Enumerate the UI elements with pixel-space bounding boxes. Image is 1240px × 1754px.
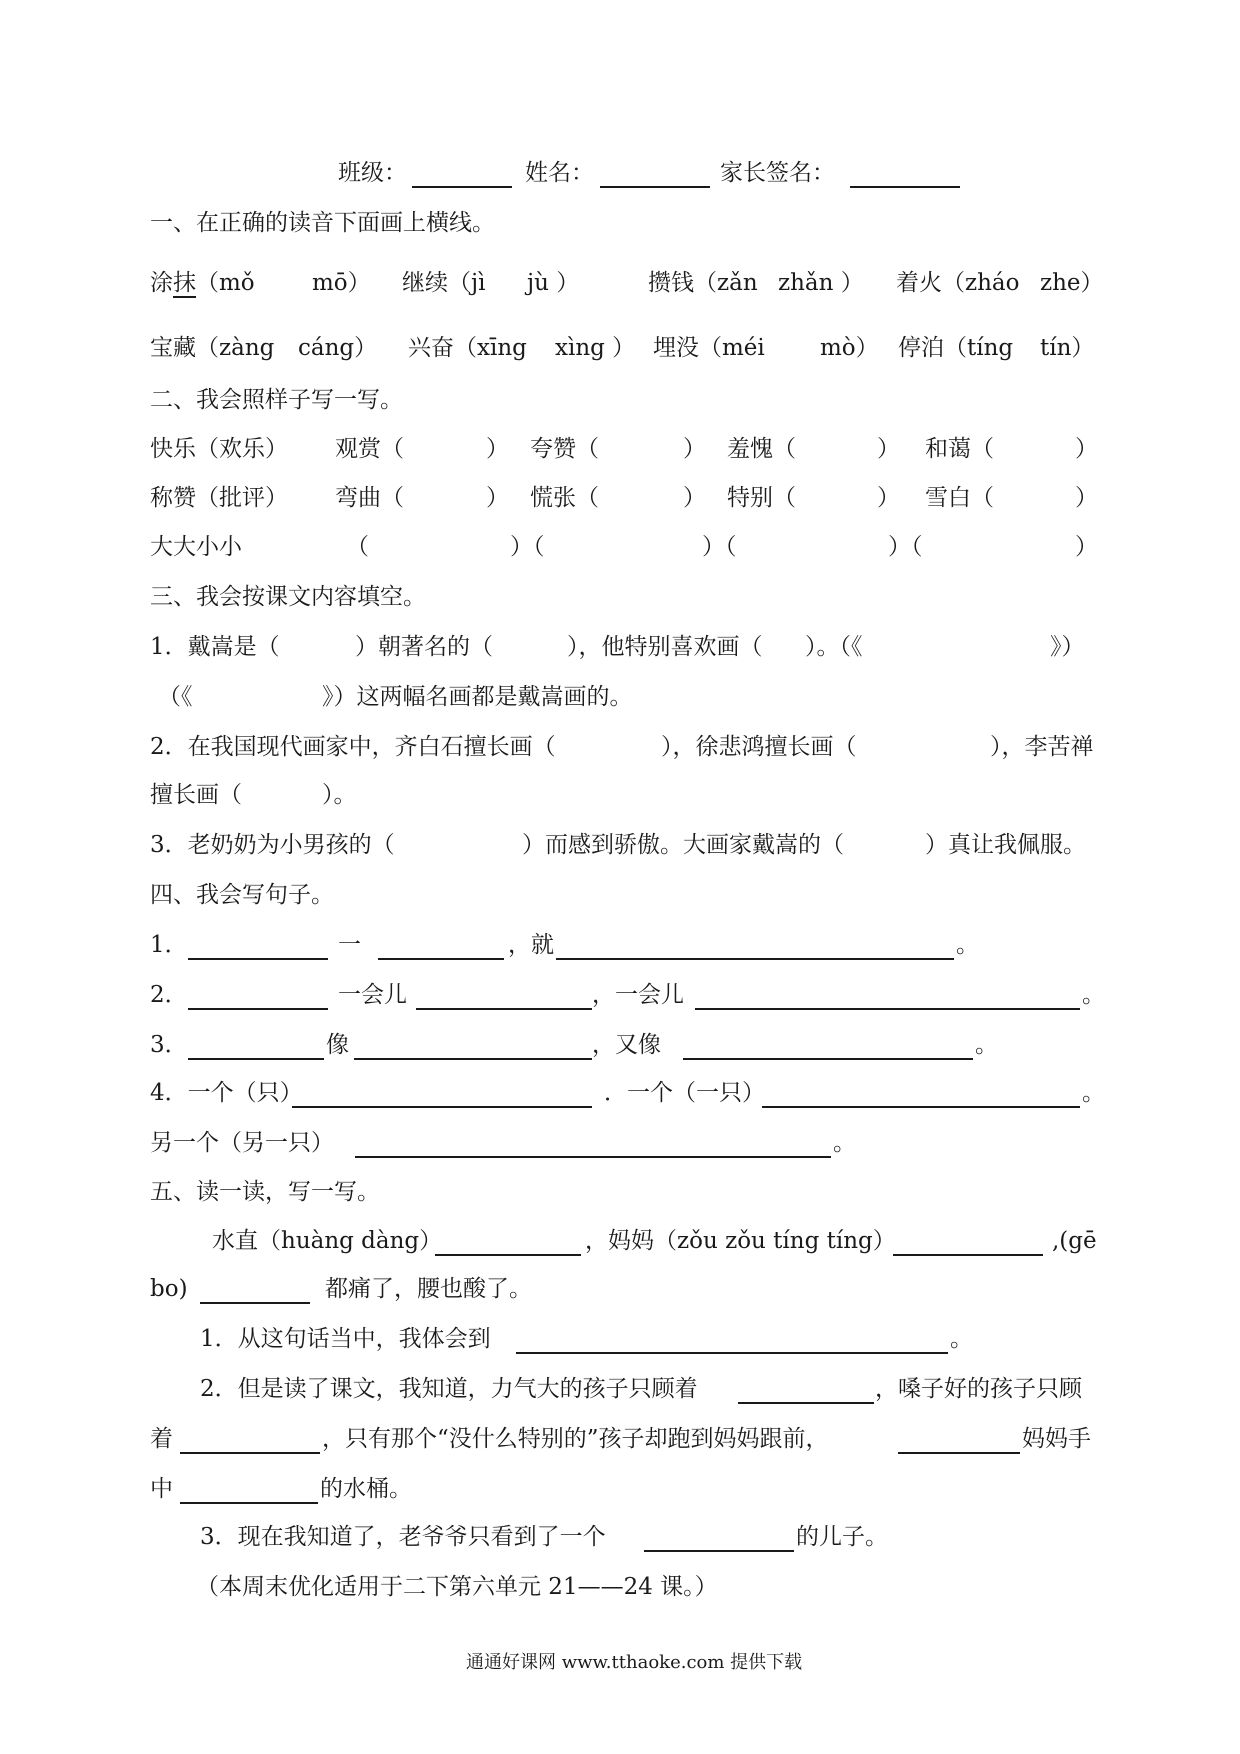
- s1-r2-item-1: [150, 333, 274, 363]
- s1-r1-pinyin-1b[interactable]: mō）: [312, 270, 371, 296]
- s1-r1-item-1: [150, 268, 255, 298]
- s5-q1-end: 。: [950, 1326, 973, 1352]
- s1-r2-word-4: 停泊: [898, 335, 944, 361]
- s3-q1-l1-d: ）。（《: [805, 634, 863, 660]
- s1-r1-word-4: 着火: [896, 270, 942, 296]
- s2-r1-example: 快乐（欢乐）: [150, 436, 288, 462]
- s1-r2-word-3: 埋没: [653, 335, 699, 361]
- s1-r2-word-1: 宝藏: [150, 335, 196, 361]
- s2-r2-item-4: 雪白（: [925, 485, 994, 511]
- s5-q2-l1-b: ，嗓子好的孩子只顾: [875, 1376, 1082, 1402]
- s3-q1-l1-a: 1．戴嵩是（: [150, 634, 280, 660]
- s4-l2-num: 2．: [150, 982, 188, 1008]
- s3-q1-l1-e: 》）: [1050, 634, 1085, 660]
- s4-l3-blank-2[interactable]: [354, 1036, 592, 1060]
- s2-r1-item-3: 羞愧（: [727, 436, 796, 462]
- s2-r2-close-3: ）: [877, 485, 900, 511]
- s1-r2-word-2: 兴奋: [408, 335, 454, 361]
- s4-l4-a: 4．一个（只）: [150, 1080, 303, 1106]
- name-label: 姓名：: [525, 160, 594, 186]
- s5-q2-blank-1[interactable]: [738, 1380, 874, 1404]
- s4-l1-jiu: ，就: [508, 932, 554, 958]
- s5-q2-blank-4[interactable]: [180, 1480, 318, 1504]
- s1-r2-pinyin-1a[interactable]: （zàng: [196, 335, 275, 361]
- s5-q2-blank-2[interactable]: [180, 1430, 320, 1454]
- s2-r2-item-1: 弯曲（: [335, 485, 404, 511]
- s1-r2-pinyin-1b[interactable]: cáng）: [298, 335, 378, 361]
- s3-q3-c: ）真让我佩服。: [925, 832, 1086, 858]
- s5-l1-blank-2[interactable]: [893, 1232, 1043, 1256]
- s2-r1-item-2: 夸赞（: [530, 436, 599, 462]
- s1-r1-word-a: 涂: [150, 270, 173, 296]
- s1-r1-word-3: 攒钱: [648, 270, 694, 296]
- s5-l2-b: 都痛了，腰也酸了。: [325, 1276, 532, 1302]
- s5-q2-l3-b: 的水桶。: [320, 1476, 412, 1502]
- class-label: 班级：: [338, 160, 407, 186]
- s1-r1-pinyin-4b[interactable]: zhe）: [1040, 270, 1104, 296]
- s2-r3-mid-2: ）（: [702, 534, 737, 560]
- s1-r1-pinyin-3a[interactable]: （zǎn: [694, 270, 758, 296]
- s5-l2-blank[interactable]: [200, 1280, 310, 1304]
- s5-q2-l2-b: ，只有那个“没什么特别的”孩子却跑到妈妈跟前，: [322, 1426, 829, 1452]
- s1-r2-item-2: [408, 333, 527, 363]
- s1-r1-pinyin-2b[interactable]: jù ）: [527, 270, 580, 296]
- name-blank[interactable]: [600, 164, 710, 188]
- s3-q2-l1-c: ），李苦禅: [990, 734, 1094, 760]
- s4-l1-blank-2[interactable]: [378, 936, 504, 960]
- section-2-title: 二、我会照样子写一写。: [150, 387, 403, 413]
- s3-q2-l1-a: 2．在我国现代画家中，齐白石擅长画（: [150, 734, 556, 760]
- s5-q2-blank-3[interactable]: [898, 1430, 1020, 1454]
- s3-q3-b: ）而感到骄傲。大画家戴嵩的（: [522, 832, 844, 858]
- s5-q3-end: 的儿子。: [796, 1524, 888, 1550]
- s2-r3-example: 大大小小: [150, 534, 242, 560]
- parent-signature-label: 家长签名：: [720, 160, 835, 186]
- s5-q1-a: 1．从这句话当中，我体会到: [200, 1326, 491, 1352]
- s5-l1-b: ，妈妈（zǒu zǒu tíng tíng）: [585, 1228, 896, 1254]
- s1-r1-pinyin-3b[interactable]: zhǎn ）: [778, 270, 864, 296]
- s2-r3-mid-3: ）（: [888, 534, 923, 560]
- s4-l2-end: 。: [1082, 982, 1105, 1008]
- s1-r1-pinyin-4a[interactable]: （zháo: [942, 270, 1020, 296]
- section-3-title: 三、我会按课文内容填空。: [150, 584, 426, 610]
- s2-r2-item-2: 慌张（: [530, 485, 599, 511]
- s4-l2-blank-1[interactable]: [188, 986, 328, 1010]
- s3-q1-l2-b: 》）这两幅名画都是戴嵩画的。: [322, 684, 633, 710]
- s1-r2-pinyin-2a[interactable]: （xīng: [454, 335, 527, 361]
- s3-q1-l2-a: （《: [158, 684, 193, 710]
- s1-r1-item-2: [402, 268, 486, 298]
- s2-r1-close-2: ）: [683, 436, 706, 462]
- s2-r2-example: 称赞（批评）: [150, 485, 288, 511]
- s2-r3-open: （: [346, 534, 369, 560]
- s1-r2-item-3: [653, 333, 765, 363]
- s3-q2-l1-b: ），徐悲鸿擅长画（: [661, 734, 857, 760]
- s1-r2-pinyin-4b[interactable]: tín）: [1040, 335, 1095, 361]
- s3-q1-l1-c: ），他特别喜欢画（: [567, 634, 763, 660]
- s4-l4-b: ．一个（一只）: [604, 1080, 765, 1106]
- s2-r2-close-2: ）: [683, 485, 706, 511]
- s4-l2-yihuier-2: ，一会儿: [592, 982, 684, 1008]
- s4-l5-a: 另一个（另一只）: [150, 1130, 334, 1156]
- s4-l4-end: 。: [1082, 1080, 1105, 1106]
- s4-l2-blank-3[interactable]: [695, 986, 1080, 1010]
- s5-q2-l1-a: 2．但是读了课文，我知道，力气大的孩子只顾着: [200, 1376, 698, 1402]
- section-1-title: 一、在正确的读音下面画上横线。: [150, 210, 495, 236]
- s4-l3-num: 3．: [150, 1032, 188, 1058]
- footer-credit: 通通好课网 www.tthaoke.com 提供下载: [466, 1652, 803, 1673]
- s2-r1-close-4: ）: [1075, 436, 1098, 462]
- s5-q3-blank[interactable]: [644, 1528, 794, 1552]
- s4-l3-end: 。: [975, 1032, 998, 1058]
- s2-r3-close: ）: [1075, 534, 1098, 560]
- s2-r1-close-1: ）: [486, 436, 509, 462]
- s1-r1-pinyin-1a[interactable]: （mǒ: [196, 270, 255, 296]
- s4-l3-xiang: 像: [326, 1032, 349, 1058]
- s4-l2-blank-2[interactable]: [416, 986, 592, 1010]
- s1-r2-pinyin-2b[interactable]: xìng ）: [555, 335, 636, 361]
- section-4-title: 四、我会写句子。: [150, 882, 334, 908]
- s2-r2-item-3: 特别（: [727, 485, 796, 511]
- s3-q2-l2-a: 擅长画（: [150, 782, 242, 808]
- applicability-note: （本周末优化适用于二下第六单元 21——24 课。）: [196, 1574, 718, 1600]
- s1-r1-item-3: [648, 268, 758, 298]
- s4-l1-end: 。: [956, 932, 979, 958]
- s4-l3-blank-3[interactable]: [683, 1036, 973, 1060]
- s1-r1-word-2: 继续: [402, 270, 448, 296]
- s5-q3-a: 3．现在我知道了，老爷爷只看到了一个: [200, 1524, 606, 1550]
- s4-l1-yi: 一: [338, 932, 361, 958]
- s3-q3-a: 3．老奶奶为小男孩的（: [150, 832, 395, 858]
- s1-r2-pinyin-3b[interactable]: mò）: [820, 335, 879, 361]
- s2-r1-item-4: 和蔼（: [925, 436, 994, 462]
- s4-l1-blank-1[interactable]: [188, 936, 328, 960]
- s1-r2-pinyin-3a[interactable]: （méi: [699, 335, 765, 361]
- s2-r1-close-3: ）: [877, 436, 900, 462]
- s4-l4-blank-1[interactable]: [292, 1084, 592, 1108]
- s5-q2-l3-a: 中: [150, 1476, 173, 1502]
- parent-signature-blank[interactable]: [850, 164, 960, 188]
- s5-q1-blank[interactable]: [516, 1330, 948, 1354]
- s4-l1-blank-3[interactable]: [556, 936, 954, 960]
- class-blank[interactable]: [412, 164, 512, 188]
- s4-l2-yihuier-1: 一会儿: [338, 982, 407, 1008]
- section-5-title: 五、读一读，写一写。: [150, 1179, 380, 1205]
- s4-l1-num: 1．: [150, 932, 188, 958]
- s1-r1-item-4: [896, 268, 1020, 298]
- s4-l5-blank[interactable]: [355, 1134, 831, 1158]
- s4-l5-end: 。: [833, 1130, 856, 1156]
- s5-l1-blank-1[interactable]: [435, 1232, 581, 1256]
- s2-r2-close-4: ）: [1075, 485, 1098, 511]
- s2-r1-item-1: 观赏（: [335, 436, 404, 462]
- s5-l1-a: 水直（huàng dàng）: [212, 1228, 443, 1254]
- s4-l4-blank-2[interactable]: [762, 1084, 1080, 1108]
- s2-r3-mid-1: ）（: [510, 534, 545, 560]
- s4-l3-blank-1[interactable]: [188, 1036, 324, 1060]
- s5-l1-c: ,(gē: [1052, 1228, 1097, 1254]
- s5-q2-l2-a: 着: [150, 1426, 173, 1452]
- s3-q2-l2-b: ）。: [322, 782, 357, 808]
- s1-r2-pinyin-4a[interactable]: （tíng: [944, 335, 1014, 361]
- s1-r1-pinyin-2a[interactable]: （jì: [448, 270, 486, 296]
- s5-q2-l2-c: 妈妈手: [1022, 1426, 1091, 1452]
- s1-r1-word-underlined: 抹: [173, 270, 196, 296]
- s1-r2-item-4: [898, 333, 1013, 363]
- s3-q1-l1-b: ）朝著名的（: [355, 634, 493, 660]
- s4-l3-youxiang: ，又像: [592, 1032, 661, 1058]
- s2-r2-close-1: ）: [486, 485, 509, 511]
- s5-l2-a: bo): [150, 1276, 188, 1302]
